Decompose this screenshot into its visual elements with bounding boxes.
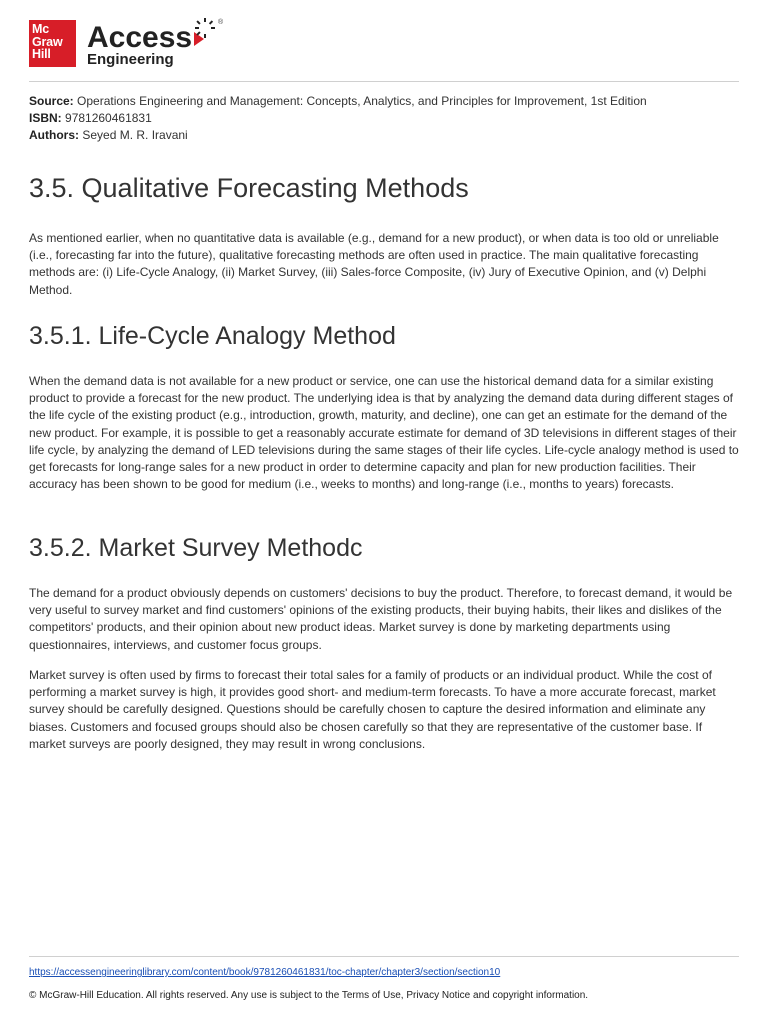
registered-mark: ® [218,19,224,26]
access-engineering-logo[interactable] [87,19,224,68]
brand-name: Access [87,21,193,54]
section-heading-market-survey: 3.5.2. Market Survey Methodc [29,534,363,562]
logo-line-1: Mc [32,22,49,36]
source-label: Source: [29,94,74,108]
market-survey-paragraph-2: Market survey is often used by firms to forecast their total sales for a family of products or an individual product. While the cost of performing a market survey is high, it provides good short- and medium-term forecasts. To have a more accurate forecast, market survey should be carefully designed. Questions should be carefully chosen to capture the desired information and eliminate any biases. Customers and focused groups should also be chosen carefully so that they are representative of the customer base. If market surveys are poorly designed, they may result in wrong conclusions. [29,668,716,751]
brand-subtitle: Engineering [87,51,174,68]
isbn-line [29,110,647,127]
gear-icon [195,18,215,38]
site-header [29,19,224,70]
isbn-value: 9781260461831 [65,111,152,125]
authors-value: Seyed M. R. Iravani [82,128,188,142]
market-survey-paragraph-1: The demand for a product obviously depends on customers' decisions to buy the product. Therefore, to forecast demand, it would be very useful to survey market and find customers' opinions of the existing products, their buying habits, their likes and dislikes of the competitors' products, and their opinion about new product ideas. Market survey is done by marketing departments using questionnaires, interviews, and customer focus groups. [29,586,733,652]
intro-paragraph: As mentioned earlier, when no quantitative data is available (e.g., demand for a new product), or when data is too old or unreliable (i.e., forecasting far into the future), qualitative forecasting methods are often used in practice. The main qualitative forecasting methods are: (i) Life-Cycle Analogy, (ii) Market Survey, (iii) Sales-force Composite, (iv) Jury of Executive Opinion, and (v) Delphi Method. [29,231,719,297]
isbn-label: ISBN: [29,111,62,125]
mcgraw-hill-logo[interactable] [29,20,76,67]
copyright-notice: © McGraw-Hill Education. All rights reserved. Any use is subject to the Terms of Use, Privacy Notice and copyright information. [29,990,589,1001]
logo-line-2: Graw [32,34,63,49]
source-url-link[interactable]: https://accessengineeringlibrary.com/content/book/9781260461831/toc-chapter/chapter3/section/section10 [29,967,501,978]
authors-line [29,127,647,144]
source-value: Operations Engineering and Management: Concepts, Analytics, and Principles for Improvement, 1st Edition [77,94,647,108]
footer-divider [29,956,739,957]
authors-label: Authors: [29,128,79,142]
source-metadata [29,93,647,144]
page-title: 3.5. Qualitative Forecasting Methods [29,173,469,203]
logo-line-3: Hill [32,47,51,61]
header-divider [29,81,739,82]
source-line [29,93,647,110]
life-cycle-paragraph: When the demand data is not available for a new product or service, one can use the historical demand data for a similar existing product to provide a forecast for the new product. The underlying idea is that by analyzing the demand data during different stages of the life cycle of the existing product (e.g., introduction, growth, maturity, and decline), one can get an estimate for the demand of the new product. For example, it is possible to get a reasonably accurate estimate for demand of 3D televisions in different stages of their life cycle, by analyzing the demand of LED televisions during the same stages of their life cycles. Life-cycle analogy method is used to get forecasts for long-range sales for a new product in order to determine capacity and plan for new production facilities. Their accuracy has been shown to be good for medium (i.e., weeks to months) and long-range (i.e., months to years) forecasts. [29,374,739,492]
section-heading-life-cycle: 3.5.1. Life-Cycle Analogy Method [29,322,396,350]
